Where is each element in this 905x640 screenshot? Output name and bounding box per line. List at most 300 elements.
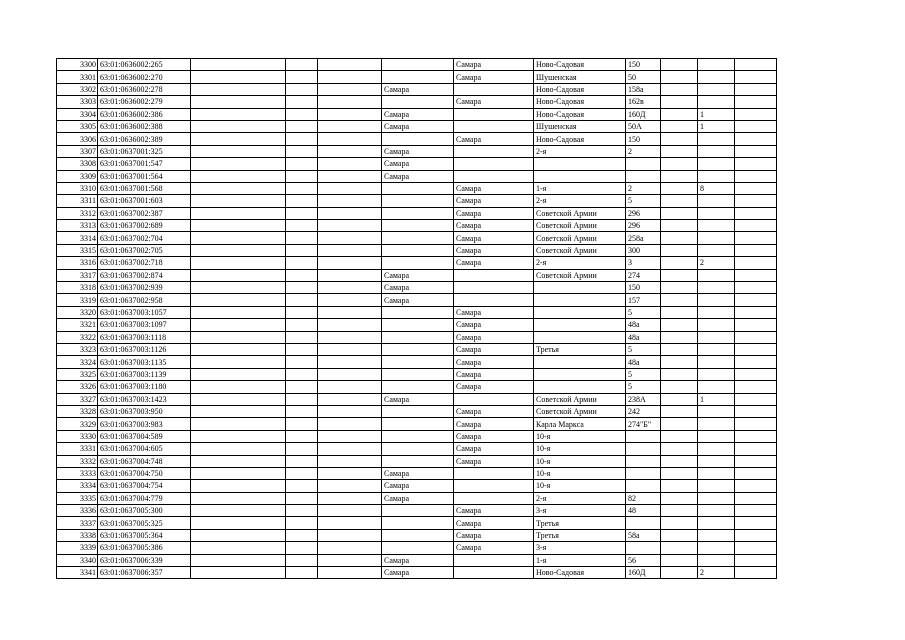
- cadastral-number-cell: 63:01:0637002:704: [98, 232, 191, 244]
- col-c-cell: [191, 145, 286, 157]
- col-k-cell: [698, 158, 735, 170]
- col-c-cell: [191, 492, 286, 504]
- row-number-cell: 3341: [57, 567, 98, 579]
- col-c-cell: [191, 71, 286, 83]
- col-c-cell: [191, 467, 286, 479]
- col-l-cell: [735, 170, 777, 182]
- table-row: [57, 282, 777, 294]
- street-cell: 10-я: [534, 480, 626, 492]
- col-c-cell: [191, 393, 286, 405]
- col-k-cell: [698, 59, 735, 71]
- cadastral-number-cell: 63:01:0637004:605: [98, 443, 191, 455]
- cadastral-table: [56, 58, 777, 579]
- col-e-cell: [318, 158, 382, 170]
- street-cell: Третья: [534, 529, 626, 541]
- row-number-cell: 3324: [57, 356, 98, 368]
- col-j-cell: [661, 492, 698, 504]
- city-left-cell: [382, 405, 454, 417]
- city-right-cell: [454, 120, 534, 132]
- street-cell: [534, 368, 626, 380]
- city-right-cell: Самара: [454, 505, 534, 517]
- col-e-cell: [318, 145, 382, 157]
- col-k-cell: [698, 480, 735, 492]
- street-cell: [534, 331, 626, 343]
- col-c-cell: [191, 505, 286, 517]
- row-number-cell: 3321: [57, 319, 98, 331]
- row-number-cell: 3302: [57, 83, 98, 95]
- row-number-cell: 3316: [57, 257, 98, 269]
- city-right-cell: Самара: [454, 356, 534, 368]
- col-e-cell: [318, 554, 382, 566]
- city-right-cell: Самара: [454, 331, 534, 343]
- city-right-cell: Самара: [454, 381, 534, 393]
- col-j-cell: [661, 306, 698, 318]
- street-cell: Советской Армии: [534, 393, 626, 405]
- street-cell: Шушенская: [534, 71, 626, 83]
- col-e-cell: [318, 306, 382, 318]
- col-j-cell: [661, 393, 698, 405]
- table-row: [57, 542, 777, 554]
- col-k-cell: [698, 294, 735, 306]
- col-k-cell: [698, 492, 735, 504]
- col-l-cell: [735, 480, 777, 492]
- col-j-cell: [661, 455, 698, 467]
- city-left-cell: Самара: [382, 145, 454, 157]
- col-d-cell: [286, 120, 318, 132]
- col-k-cell: [698, 381, 735, 393]
- house-cell: 2: [626, 145, 661, 157]
- col-e-cell: [318, 232, 382, 244]
- col-l-cell: [735, 96, 777, 108]
- col-j-cell: [661, 542, 698, 554]
- col-l-cell: [735, 220, 777, 232]
- city-left-cell: [382, 207, 454, 219]
- table-row: [57, 220, 777, 232]
- cadastral-number-cell: 63:01:0636002:386: [98, 108, 191, 120]
- col-k-cell: 1: [698, 108, 735, 120]
- col-j-cell: [661, 108, 698, 120]
- street-cell: Советской Армии: [534, 207, 626, 219]
- street-cell: Ново-Садовая: [534, 567, 626, 579]
- col-k-cell: [698, 517, 735, 529]
- cadastral-number-cell: 63:01:0637005:364: [98, 529, 191, 541]
- city-left-cell: [382, 418, 454, 430]
- city-right-cell: [454, 393, 534, 405]
- cadastral-number-cell: 63:01:0637003:1139: [98, 368, 191, 380]
- col-k-cell: [698, 331, 735, 343]
- col-k-cell: [698, 306, 735, 318]
- col-d-cell: [286, 368, 318, 380]
- col-l-cell: [735, 455, 777, 467]
- col-e-cell: [318, 356, 382, 368]
- col-e-cell: [318, 443, 382, 455]
- col-k-cell: [698, 405, 735, 417]
- table-row: [57, 480, 777, 492]
- city-left-cell: Самара: [382, 282, 454, 294]
- house-cell: 5: [626, 368, 661, 380]
- col-e-cell: [318, 170, 382, 182]
- city-right-cell: [454, 108, 534, 120]
- city-left-cell: [382, 182, 454, 194]
- col-c-cell: [191, 443, 286, 455]
- table-row: [57, 232, 777, 244]
- col-e-cell: [318, 257, 382, 269]
- col-l-cell: [735, 443, 777, 455]
- row-number-cell: 3319: [57, 294, 98, 306]
- city-left-cell: [382, 96, 454, 108]
- col-k-cell: [698, 542, 735, 554]
- col-l-cell: [735, 269, 777, 281]
- table-row: [57, 182, 777, 194]
- col-d-cell: [286, 108, 318, 120]
- col-d-cell: [286, 455, 318, 467]
- col-l-cell: [735, 83, 777, 95]
- street-cell: [534, 306, 626, 318]
- cadastral-number-cell: 63:01:0637004:779: [98, 492, 191, 504]
- col-e-cell: [318, 269, 382, 281]
- col-k-cell: [698, 220, 735, 232]
- street-cell: Ново-Садовая: [534, 96, 626, 108]
- row-number-cell: 3326: [57, 381, 98, 393]
- col-k-cell: [698, 96, 735, 108]
- col-j-cell: [661, 232, 698, 244]
- col-j-cell: [661, 170, 698, 182]
- col-d-cell: [286, 232, 318, 244]
- col-c-cell: [191, 282, 286, 294]
- col-k-cell: 1: [698, 393, 735, 405]
- row-number-cell: 3305: [57, 120, 98, 132]
- city-left-cell: [382, 257, 454, 269]
- cadastral-number-cell: 63:01:0637002:718: [98, 257, 191, 269]
- col-l-cell: [735, 59, 777, 71]
- col-k-cell: [698, 232, 735, 244]
- city-left-cell: [382, 517, 454, 529]
- city-left-cell: [382, 343, 454, 355]
- col-c-cell: [191, 244, 286, 256]
- street-cell: Советской Армии: [534, 232, 626, 244]
- col-c-cell: [191, 455, 286, 467]
- col-j-cell: [661, 182, 698, 194]
- col-d-cell: [286, 492, 318, 504]
- col-e-cell: [318, 133, 382, 145]
- city-right-cell: Самара: [454, 368, 534, 380]
- col-c-cell: [191, 529, 286, 541]
- col-d-cell: [286, 331, 318, 343]
- city-left-cell: [382, 133, 454, 145]
- col-d-cell: [286, 59, 318, 71]
- cadastral-number-cell: 63:01:0637003:1135: [98, 356, 191, 368]
- col-l-cell: [735, 319, 777, 331]
- row-number-cell: 3310: [57, 182, 98, 194]
- table-row: [57, 306, 777, 318]
- street-cell: 2-я: [534, 195, 626, 207]
- col-e-cell: [318, 381, 382, 393]
- col-k-cell: [698, 195, 735, 207]
- table-row: [57, 455, 777, 467]
- col-e-cell: [318, 319, 382, 331]
- table-row: [57, 195, 777, 207]
- city-right-cell: [454, 467, 534, 479]
- house-cell: 5: [626, 306, 661, 318]
- house-cell: 158а: [626, 83, 661, 95]
- row-number-cell: 3303: [57, 96, 98, 108]
- col-d-cell: [286, 443, 318, 455]
- col-d-cell: [286, 158, 318, 170]
- row-number-cell: 3333: [57, 467, 98, 479]
- col-k-cell: [698, 455, 735, 467]
- street-cell: 2-я: [534, 145, 626, 157]
- col-e-cell: [318, 567, 382, 579]
- col-c-cell: [191, 269, 286, 281]
- city-left-cell: [382, 244, 454, 256]
- col-k-cell: 2: [698, 567, 735, 579]
- table-row: [57, 393, 777, 405]
- city-left-cell: [382, 195, 454, 207]
- col-c-cell: [191, 480, 286, 492]
- city-left-cell: [382, 331, 454, 343]
- col-l-cell: [735, 108, 777, 120]
- col-d-cell: [286, 220, 318, 232]
- house-cell: 258а: [626, 232, 661, 244]
- cadastral-number-cell: 63:01:0637002:958: [98, 294, 191, 306]
- col-d-cell: [286, 418, 318, 430]
- col-e-cell: [318, 405, 382, 417]
- col-d-cell: [286, 182, 318, 194]
- cadastral-number-cell: 63:01:0637004:750: [98, 467, 191, 479]
- col-j-cell: [661, 405, 698, 417]
- col-d-cell: [286, 83, 318, 95]
- col-l-cell: [735, 71, 777, 83]
- city-right-cell: Самара: [454, 542, 534, 554]
- table-row: [57, 96, 777, 108]
- col-d-cell: [286, 480, 318, 492]
- city-left-cell: [382, 220, 454, 232]
- city-left-cell: [382, 455, 454, 467]
- street-cell: 10-я: [534, 430, 626, 442]
- row-number-cell: 3330: [57, 430, 98, 442]
- city-left-cell: [382, 319, 454, 331]
- house-cell: 56: [626, 554, 661, 566]
- col-d-cell: [286, 430, 318, 442]
- col-d-cell: [286, 282, 318, 294]
- col-k-cell: [698, 133, 735, 145]
- col-e-cell: [318, 393, 382, 405]
- col-l-cell: [735, 120, 777, 132]
- house-cell: [626, 455, 661, 467]
- row-number-cell: 3328: [57, 405, 98, 417]
- col-l-cell: [735, 133, 777, 145]
- cadastral-number-cell: 63:01:0637001:325: [98, 145, 191, 157]
- col-l-cell: [735, 182, 777, 194]
- table-row: [57, 83, 777, 95]
- table-row: [57, 443, 777, 455]
- col-k-cell: 2: [698, 257, 735, 269]
- col-c-cell: [191, 368, 286, 380]
- table-row: [57, 381, 777, 393]
- col-d-cell: [286, 244, 318, 256]
- city-right-cell: [454, 492, 534, 504]
- col-k-cell: [698, 467, 735, 479]
- col-d-cell: [286, 257, 318, 269]
- col-l-cell: [735, 467, 777, 479]
- table-row: [57, 120, 777, 132]
- cadastral-number-cell: 63:01:0637002:689: [98, 220, 191, 232]
- col-d-cell: [286, 145, 318, 157]
- city-left-cell: Самара: [382, 554, 454, 566]
- col-e-cell: [318, 108, 382, 120]
- cadastral-number-cell: 63:01:0637003:1097: [98, 319, 191, 331]
- house-cell: [626, 467, 661, 479]
- house-cell: [626, 443, 661, 455]
- city-left-cell: Самара: [382, 83, 454, 95]
- col-e-cell: [318, 71, 382, 83]
- cadastral-number-cell: 63:01:0637003:983: [98, 418, 191, 430]
- city-left-cell: [382, 71, 454, 83]
- city-left-cell: [382, 368, 454, 380]
- house-cell: [626, 158, 661, 170]
- col-k-cell: [698, 83, 735, 95]
- cadastral-number-cell: 63:01:0637005:325: [98, 517, 191, 529]
- street-cell: 3-я: [534, 542, 626, 554]
- col-d-cell: [286, 170, 318, 182]
- table-row: [57, 567, 777, 579]
- col-j-cell: [661, 529, 698, 541]
- house-cell: 160Д: [626, 108, 661, 120]
- city-right-cell: Самара: [454, 207, 534, 219]
- col-l-cell: [735, 405, 777, 417]
- col-d-cell: [286, 467, 318, 479]
- house-cell: 150: [626, 59, 661, 71]
- city-left-cell: [382, 59, 454, 71]
- col-k-cell: [698, 430, 735, 442]
- col-c-cell: [191, 108, 286, 120]
- col-d-cell: [286, 96, 318, 108]
- cadastral-number-cell: 63:01:0637002:705: [98, 244, 191, 256]
- house-cell: 2: [626, 182, 661, 194]
- city-right-cell: [454, 554, 534, 566]
- house-cell: [626, 517, 661, 529]
- cadastral-number-cell: 63:01:0637002:387: [98, 207, 191, 219]
- col-l-cell: [735, 306, 777, 318]
- city-right-cell: Самара: [454, 257, 534, 269]
- col-e-cell: [318, 517, 382, 529]
- col-k-cell: [698, 418, 735, 430]
- col-e-cell: [318, 59, 382, 71]
- cadastral-number-cell: 63:01:0636002:265: [98, 59, 191, 71]
- col-c-cell: [191, 195, 286, 207]
- house-cell: 3: [626, 257, 661, 269]
- street-cell: Советской Армии: [534, 405, 626, 417]
- row-number-cell: 3317: [57, 269, 98, 281]
- col-j-cell: [661, 319, 698, 331]
- row-number-cell: 3304: [57, 108, 98, 120]
- city-right-cell: Самара: [454, 343, 534, 355]
- col-l-cell: [735, 158, 777, 170]
- house-cell: 5: [626, 343, 661, 355]
- col-j-cell: [661, 282, 698, 294]
- table-row: [57, 145, 777, 157]
- row-number-cell: 3322: [57, 331, 98, 343]
- table-row: [57, 405, 777, 417]
- house-cell: 82: [626, 492, 661, 504]
- table-row: [57, 108, 777, 120]
- city-right-cell: [454, 269, 534, 281]
- house-cell: 296: [626, 220, 661, 232]
- table-row: [57, 505, 777, 517]
- city-right-cell: Самара: [454, 405, 534, 417]
- col-k-cell: [698, 269, 735, 281]
- col-l-cell: [735, 343, 777, 355]
- col-j-cell: [661, 269, 698, 281]
- city-left-cell: Самара: [382, 269, 454, 281]
- street-cell: 2-я: [534, 257, 626, 269]
- city-left-cell: Самара: [382, 480, 454, 492]
- city-right-cell: Самара: [454, 306, 534, 318]
- col-j-cell: [661, 195, 698, 207]
- col-c-cell: [191, 343, 286, 355]
- house-cell: [626, 430, 661, 442]
- city-left-cell: [382, 232, 454, 244]
- col-d-cell: [286, 554, 318, 566]
- col-c-cell: [191, 120, 286, 132]
- cadastral-number-cell: 63:01:0637001:603: [98, 195, 191, 207]
- city-left-cell: [382, 356, 454, 368]
- col-d-cell: [286, 393, 318, 405]
- house-cell: 242: [626, 405, 661, 417]
- street-cell: Третья: [534, 343, 626, 355]
- row-number-cell: 3312: [57, 207, 98, 219]
- city-left-cell: Самара: [382, 467, 454, 479]
- house-cell: [626, 480, 661, 492]
- col-l-cell: [735, 207, 777, 219]
- col-k-cell: 8: [698, 182, 735, 194]
- col-e-cell: [318, 244, 382, 256]
- cadastral-number-cell: 63:01:0637003:1057: [98, 306, 191, 318]
- house-cell: 48а: [626, 356, 661, 368]
- cadastral-number-cell: 63:01:0637003:1118: [98, 331, 191, 343]
- row-number-cell: 3300: [57, 59, 98, 71]
- row-number-cell: 3314: [57, 232, 98, 244]
- city-left-cell: [382, 443, 454, 455]
- row-number-cell: 3336: [57, 505, 98, 517]
- col-d-cell: [286, 207, 318, 219]
- row-number-cell: 3331: [57, 443, 98, 455]
- city-right-cell: [454, 480, 534, 492]
- street-cell: Советской Армии: [534, 220, 626, 232]
- city-right-cell: Самара: [454, 418, 534, 430]
- cadastral-number-cell: 63:01:0637003:950: [98, 405, 191, 417]
- city-left-cell: Самара: [382, 294, 454, 306]
- col-c-cell: [191, 567, 286, 579]
- table-row: [57, 343, 777, 355]
- city-right-cell: Самара: [454, 71, 534, 83]
- city-left-cell: [382, 529, 454, 541]
- cadastral-number-cell: 63:01:0637004:748: [98, 455, 191, 467]
- col-j-cell: [661, 343, 698, 355]
- row-number-cell: 3311: [57, 195, 98, 207]
- house-cell: 296: [626, 207, 661, 219]
- street-cell: [534, 356, 626, 368]
- col-e-cell: [318, 529, 382, 541]
- col-k-cell: [698, 319, 735, 331]
- col-c-cell: [191, 381, 286, 393]
- col-c-cell: [191, 257, 286, 269]
- cadastral-number-cell: 63:01:0637003:1423: [98, 393, 191, 405]
- col-c-cell: [191, 331, 286, 343]
- col-l-cell: [735, 418, 777, 430]
- col-j-cell: [661, 257, 698, 269]
- col-j-cell: [661, 418, 698, 430]
